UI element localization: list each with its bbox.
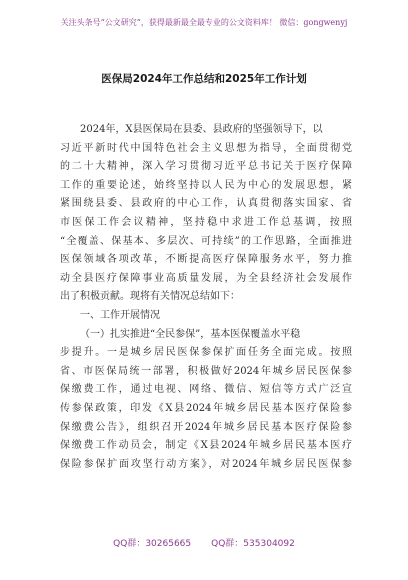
footer-contacts	[0, 536, 408, 549]
body-line: 习近平新时代中国特色社会主义思想为指导，全面贯彻党	[60, 142, 352, 154]
body-line: 保缴费工作动员会，制定《X县2024年城乡居民基本医疗	[60, 440, 352, 452]
body-line: 传参保政策，印发《X县2024年城乡居民基本医疗保险参	[60, 402, 352, 414]
body-line: 工作的重要论述，始终坚持以人民为中心的发展思想，紧	[60, 179, 352, 191]
body-line: 2024年，X县医保局在县委、县政府的坚强领导下，以	[80, 124, 323, 135]
body-line: 保险参保扩面攻坚行动方案》，对2024年城乡居民医保参	[60, 458, 352, 470]
body-line: 紧围绕县委、县政府的中心工作，认真贯彻落实国家、省	[60, 198, 352, 210]
body-line: 动全县医疗保障事业高质量发展，为全县经济社会发展作	[60, 272, 352, 284]
body-line: 省、市医保局统一部署，积极做好2024年城乡居民医保参	[60, 365, 352, 377]
body-line: “全覆盖、保基本、多层次、可持续”的工作思路，全面推进	[60, 235, 352, 247]
body-line: 保缴费工作，通过电视、网络、微信、短信等方式广泛宣	[60, 384, 352, 396]
body-line: 的二十大精神，深入学习贯彻习近平总书记关于医疗保障	[60, 161, 352, 173]
subsection-heading: （一）扎实推进“全民参保”，基本医保覆盖水平稳	[80, 328, 301, 340]
body-line: 步提升。一是城乡居民医保参保扩面任务全面完成。按照	[60, 347, 352, 359]
document-body	[60, 121, 352, 474]
promo-banner: 关注头条号“公文研究”，获得最新最全最专业的公文资料库！ 微信：gongwenyj	[60, 18, 348, 27]
body-line: 保缴费公告》，组织召开2024年城乡居民基本医疗保险参	[60, 421, 352, 433]
body-line: 市医保工作会议精神，坚持稳中求进工作总基调，按照	[60, 216, 352, 228]
body-line: 医保领域各项改革，不断提高医疗保障服务水平，努力推	[60, 254, 352, 266]
qq-group-1: QQ群：30265665	[113, 539, 192, 549]
qq-group-2: QQ群：535304092	[211, 539, 295, 549]
body-line: 出了积极贡献。现将有关情况总结如下：	[60, 291, 240, 303]
document-title: 医保局2024年工作总结和2025年工作计划	[101, 73, 307, 85]
section-heading: 一、工作开展情况	[80, 309, 160, 321]
